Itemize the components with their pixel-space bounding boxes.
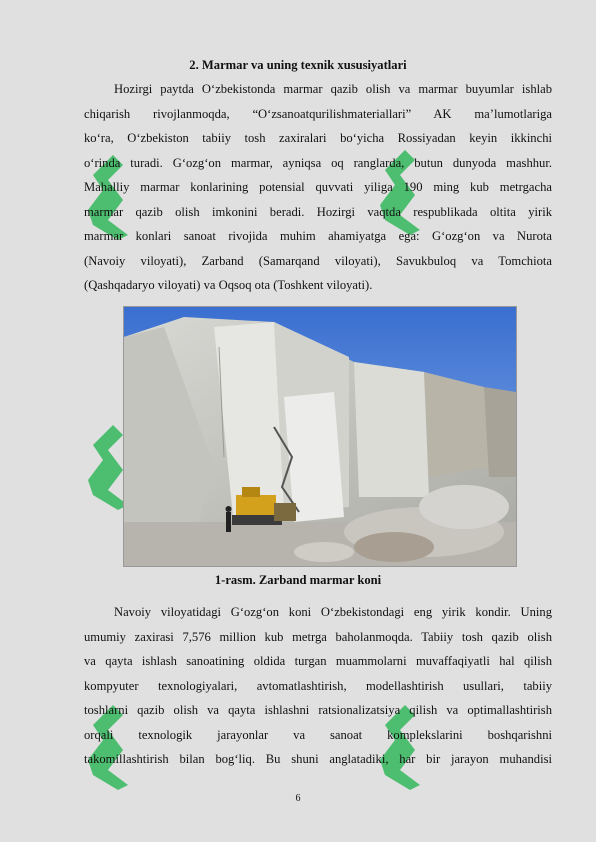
paragraph-line: umumiy zaxirasi 7,576 million kub metrga baholanmoqda. Tabiiy tosh qazib olish xyxy=(84,629,552,644)
paragraph-line: Navoiy viloyatidagi G‘ozg‘on koni O‘zbekistondagi eng yirik kondir. Uning xyxy=(114,605,552,619)
paragraph-line: o‘rinda turadi. G‘ozg‘on marmar, ayniqsa oq ranglarda, butun dunyoda mashhur. xyxy=(84,155,552,170)
paragraph-line: Hozirgi paytda O‘zbekistonda marmar qazib olish va marmar buyumlar ishlab xyxy=(114,82,552,96)
paragraph-1 xyxy=(84,77,552,298)
figure-caption: 1-rasm. Zarband marmar koni xyxy=(214,573,382,587)
paragraph-line: va qayta ishlash sanoatining oldida turgan muammolarni muvaffaqiyatli hal qilish xyxy=(84,654,552,668)
section-heading: 2. Marmar va uning texnik xususiyatlari xyxy=(189,58,407,72)
paragraph-line: marmar konlari sanoat rivojida muhim ahamiyatga ega: G‘ozg‘on va Nurota xyxy=(84,229,552,243)
paragraph-line: ko‘ra, O‘zbekiston tabiiy tosh zaxiralari bo‘yicha Rossiyadan keyin ikkinchi xyxy=(84,131,552,145)
paragraph-line: toshlarni qazib olish va qayta ishlashni ratsionalizatsiya qilish va optimallashtirish xyxy=(84,703,552,717)
paragraph-line: marmar qazib olish imkonini beradi. Hozirgi vaqtda respublikada oltita yirik xyxy=(84,204,552,219)
paragraph-line: kompyuter texnologiyalari, avtomatlashtirish, modellashtirish usullari, tabiiy xyxy=(84,678,552,693)
page-number: 6 xyxy=(295,793,301,804)
quarry-photo xyxy=(123,306,517,567)
paragraph-line: (Qashqadaryo viloyati) va Oqsoq ota (Toshkent viloyati). xyxy=(84,278,373,292)
paragraph-line: takomillashtirish bilan bog‘liq. Bu shuni anglatadiki, har bir jarayon muhandisi xyxy=(84,752,552,766)
paragraph-line: orqali texnologik jarayonlar va sanoat komplekslarini boshqarishni xyxy=(84,727,552,742)
quarry-illustration xyxy=(124,307,516,566)
paragraph-line: Mahalliy marmar konlarining potensial quvvati yiliga 190 ming kub metrgacha xyxy=(84,180,552,194)
paragraph-2 xyxy=(84,600,552,772)
paragraph-line: chiqarish rivojlanmoqda, “O‘zsanoatqurilishmateriallari” AK ma’lumotlariga xyxy=(84,106,552,121)
paragraph-line: (Navoiy viloyati), Zarband (Samarqand viloyati), Savukbuloq va Tomchiota xyxy=(84,253,552,268)
